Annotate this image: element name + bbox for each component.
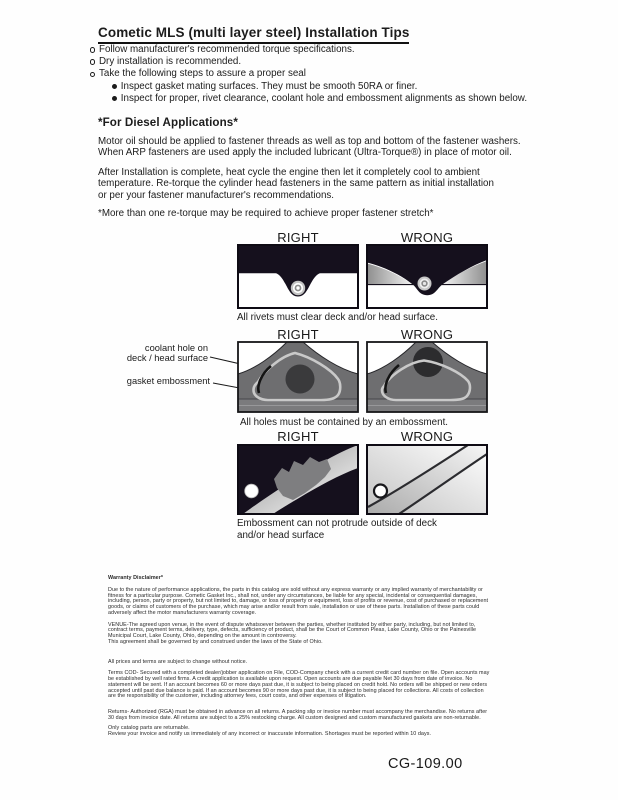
circle-bullet-icon xyxy=(90,59,95,64)
text-line: adversely affect the motor manufacturers warranty coverage. xyxy=(108,609,257,616)
text-line: Only catalog parts are returnable. xyxy=(108,725,190,732)
list-item xyxy=(90,45,550,55)
list-item-text: Take the following steps to assure a proper seal xyxy=(98,68,306,80)
warranty-disclaimer-heading: Warranty Disclaimer* xyxy=(108,575,164,581)
page-title: Cometic MLS (multi layer steel) Installation Tips xyxy=(98,25,409,44)
circle-bullet-icon xyxy=(90,72,95,77)
text-line: Returns- Authorized (RGA) must be obtained in advance on all returns. A packing slip or invoice number must accompany the merchandise. No returns after xyxy=(108,709,488,716)
diesel-applications-heading: *For Diesel Applications* xyxy=(98,116,238,129)
embossment-wrong-illustration xyxy=(366,341,488,413)
venue-paragraph xyxy=(108,623,520,646)
text-line: This agreement shall be governed by and construed under the laws of the State of Ohio. xyxy=(108,638,323,645)
text-line: Due to the nature of performance applications, the parts in this catalog are sold without any express warranty or any implied warranty of merchantability or xyxy=(108,586,483,593)
rivet-wrong-illustration xyxy=(366,244,488,309)
text-line: temperature. Re-torque the cylinder head fasteners in the same pattern as initial installation xyxy=(98,178,494,190)
wrong-label-row2: WRONG xyxy=(400,327,454,342)
text-line: and/or head surface xyxy=(237,530,325,541)
protrusion-right-illustration xyxy=(237,444,359,515)
prices-paragraph xyxy=(108,660,520,666)
text-line: statement will be sent. If an account becomes 60 or more days past due, it is subject to being placed on credit hold. No orders will be shipped or new orders xyxy=(108,681,488,688)
right-label-row3: RIGHT xyxy=(277,429,319,444)
text-line: fitness for a particular purpose. Cometic Gasket Inc., shall not, under any circumstances, be liable for any special, incidental or consequential damages, xyxy=(108,592,478,599)
dot-bullet-icon xyxy=(112,96,117,101)
dot-bullet-icon xyxy=(112,84,117,89)
returns-paragraph xyxy=(108,710,520,722)
list-item-text: Inspect gasket mating surfaces. They must be smooth 50RA or finer. xyxy=(120,80,418,92)
gasket-embossment-label: gasket embossment xyxy=(126,376,210,386)
sub-list-item xyxy=(90,82,550,92)
list-item-text: Follow manufacturer's recommended torque specifications. xyxy=(98,44,355,55)
diagram-rivet-right xyxy=(237,244,359,309)
text-line: including, person, party or property, but not limited to, damage, or loss of property or equipment, loss of profits or revenue, cost of purchased or replacement xyxy=(108,598,489,605)
rivet-icon xyxy=(291,281,305,295)
right-label-row2: RIGHT xyxy=(277,327,319,342)
bolt-hole xyxy=(374,485,387,498)
text-line: After Installation is complete, heat cycle the engine then let it completely cool to ambient xyxy=(98,167,480,178)
rivet-right-illustration xyxy=(237,244,359,309)
diagram-embossment-right xyxy=(237,341,359,413)
retorque-note xyxy=(98,208,433,219)
text-line: contract terms, payment terms, delivery, type, defects, sufficiency of product, shall be the Court of Common Pleas, Lake County, Ohio or the Painesville xyxy=(108,627,477,634)
diagram-embossment-wrong xyxy=(366,341,488,413)
text-line: are the responsibility of the customer, including attorney fees, court costs, and other expenses of litigation. xyxy=(108,693,367,700)
diagram-rivet-wrong xyxy=(366,244,488,309)
text-line: Review your invoice and notify us immediately of any incorrect or inaccurate information. Shortages must be reported within 10 days. xyxy=(108,730,432,737)
row2-caption: All holes must be contained by an embossment. xyxy=(240,417,449,428)
diesel-paragraph-2 xyxy=(98,167,494,201)
sub-list-item xyxy=(90,94,550,104)
disclaimer-paragraph xyxy=(108,588,520,617)
page-code: CG-109.00 xyxy=(388,756,463,772)
list-item xyxy=(90,57,550,67)
terms-paragraph xyxy=(108,671,520,700)
text-line: VENUE-The agreed upon venue, in the event of dispute whatsoever between the parties, whether instituted by either party, including, but not limited to, xyxy=(108,621,476,628)
coolant-hole-label xyxy=(86,344,208,363)
text-line: Embossment can not protrude outside of deck xyxy=(237,518,437,529)
bolt-hole xyxy=(245,484,259,498)
diagram-protrusion-wrong xyxy=(366,444,488,515)
text-line: 30 days from invoice date. All returns are subject to a 25% restocking charge. All custom designed and custom manufactured gaskets are non-returnable. xyxy=(108,714,481,721)
text-line: Municipal Court, Lake County, Ohio, depending on the amount in controversy. xyxy=(108,633,297,640)
rivet-icon xyxy=(418,277,432,291)
text-line: accepted until past due balance is paid. If an account becomes 90 or more days past due, it is subject to being placed for collections. All costs of collection xyxy=(108,687,484,694)
text-line: be established by well rated firms. A credit application is available upon request. Open accounts are due payable Net 30 days from date of invoice. No xyxy=(108,676,473,683)
protrusion-wrong-illustration xyxy=(366,444,488,515)
text-line: or per your fastener manufacturer's recommendations. xyxy=(98,189,335,201)
row3-caption xyxy=(237,518,467,542)
embossment-right-illustration xyxy=(237,341,359,413)
coolant-hole xyxy=(286,365,315,394)
diesel-paragraph-1 xyxy=(98,136,521,159)
text-line: deck / head surface xyxy=(126,352,208,363)
diagram-protrusion-right xyxy=(237,444,359,515)
right-label-row1: RIGHT xyxy=(277,230,319,245)
row1-caption: All rivets must clear deck and/or head surface. xyxy=(237,312,438,323)
list-item xyxy=(90,69,550,79)
text-line: Terms COD- Secured with a completed dealer/jobber application on File, COD-Company check with a current credit card number on file. Open accounts may xyxy=(108,670,490,677)
wrong-label-row3: WRONG xyxy=(400,429,454,444)
text-line: goods, or claims of customers of the purchase, which may arise and/or result from sale, installation or use of these parts. Installation of these parts could xyxy=(108,604,480,611)
text-line: When ARP fasteners are used apply the included lubricant (Ultra-Torque®) in place of motor oil. xyxy=(98,147,512,159)
text-line: *More than one re-torque may be required to achieve proper fastener stretch* xyxy=(98,208,434,219)
list-item-text: Inspect for proper, rivet clearance, coolant hole and embossment alignments as shown below. xyxy=(120,92,528,104)
warranty-disclaimer xyxy=(108,576,520,744)
installation-tips-list xyxy=(90,45,550,106)
text-line: Motor oil should be applied to fastener threads as well as top and bottom of the fastener washers. xyxy=(98,136,521,147)
list-item-text: Dry installation is recommended. xyxy=(98,56,242,68)
wrong-label-row1: WRONG xyxy=(400,230,454,245)
text-line: All prices and terms are subject to change without notice. xyxy=(108,658,248,665)
text-line: coolant hole on xyxy=(144,343,208,353)
circle-bullet-icon xyxy=(90,47,95,52)
invoice-paragraph xyxy=(108,726,520,738)
